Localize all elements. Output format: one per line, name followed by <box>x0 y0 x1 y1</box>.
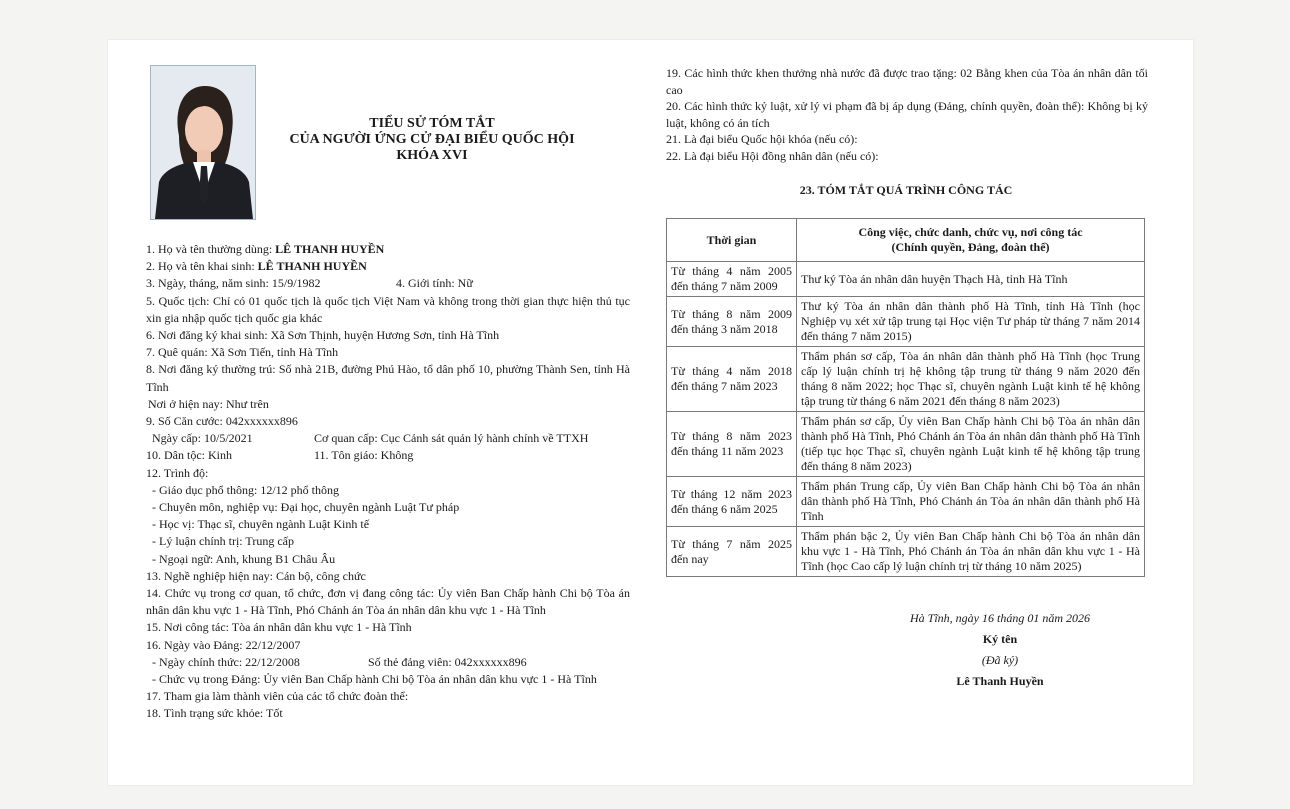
field-occupation: 13. Nghề nghiệp hiện nay: Cán bộ, công chức <box>146 568 366 583</box>
table-row <box>667 527 1145 577</box>
field-id-issuer: Cơ quan cấp: Cục Cảnh sát quản lý hành chính về TTXH <box>314 431 589 446</box>
table-row <box>667 297 1145 347</box>
row-time: Từ tháng 12 năm 2023 đến tháng 6 năm 2025 <box>667 477 797 527</box>
row-time: Từ tháng 4 năm 2018 đến tháng 7 năm 2023 <box>667 347 797 412</box>
field-date-of-birth: 3. Ngày, tháng, năm sinh: 15/9/1982 <box>146 276 321 291</box>
field-religion: 11. Tôn giáo: Không <box>314 448 414 463</box>
title-line-1: TIỂU SỬ TÓM TẮT <box>369 116 495 131</box>
row-description: Thẩm phán bậc 2, Ủy viên Ban Chấp hành Chi bộ Tòa án nhân dân khu vực 1 - Hà Tĩnh, Phó Chánh án Tòa án nhân dân khu vực 1 - Hà Tĩnh (học Cao cấp lý luận chính trị từ tháng 10 năm 2025) <box>797 527 1145 577</box>
row-time: Từ tháng 8 năm 2009 đến tháng 3 năm 2018 <box>667 297 797 347</box>
signature-block <box>880 608 1120 692</box>
field-organizations: 17. Tham gia làm thành viên của các tổ chức đoàn thể: <box>146 689 409 704</box>
row-description: Thư ký Tòa án nhân dân huyện Thạch Hà, tỉnh Hà Tĩnh <box>797 262 1145 297</box>
field-discipline: 20. Các hình thức kỷ luật, xử lý vi phạm đã bị áp dụng (Đảng, chính quyền, đoàn thể): Không bị kỷ luật, không có án tích <box>666 99 1148 130</box>
signer-name: Lê Thanh Huyền <box>956 674 1044 688</box>
row-description: Thẩm phán Trung cấp, Ủy viên Ban Chấp hành Chi bộ Tòa án nhân dân thành phố Hà Tĩnh, Phó Chánh án Tòa án nhân dân thành phố Hà Tĩnh <box>797 477 1145 527</box>
field-education-language: - Ngoại ngữ: Anh, khung B1 Châu Âu <box>152 551 336 566</box>
field-id-issue-date: Ngày cấp: 10/5/2021 <box>152 431 253 446</box>
field-position: 14. Chức vụ trong cơ quan, tổ chức, đơn vị đang công tác: Ủy viên Ban Chấp hành Chi bộ Tòa án nhân dân khu vực 1 - Hà Tĩnh, Phó Chánh án Tòa án nhân dân khu vực 1 - Hà Tĩnh <box>146 586 630 618</box>
table-header-row <box>667 219 1145 262</box>
field-id-number: 9. Số Căn cước: 042xxxxxx896 <box>146 414 298 429</box>
field-hometown: 7. Quê quán: Xã Sơn Tiến, tỉnh Hà Tĩnh <box>146 345 339 360</box>
field-party-card: Số thẻ đảng viên: 042xxxxxx896 <box>368 654 527 669</box>
sign-label: Ký tên <box>982 632 1018 646</box>
field-education: 12. Trình độ: <box>146 465 209 480</box>
field-birth-registration: 6. Nơi đăng ký khai sinh: Xã Sơn Thịnh, huyện Hương Sơn, tỉnh Hà Tĩnh <box>146 328 500 343</box>
table-row <box>667 477 1145 527</box>
col-description-header: Công việc, chức danh, chức vụ, nơi công tác (Chính quyền, Đảng, đoàn thể) <box>797 219 1145 262</box>
profile-fields <box>146 241 630 723</box>
field-ethnicity-religion <box>146 447 630 464</box>
field-common-name: 1. Họ và tên thường dùng: LÊ THANH HUYỀN <box>146 242 385 256</box>
title-line-2: CỦA NGƯỜI ỨNG CỬ ĐẠI BIỂU QUỐC HỘI <box>289 132 575 147</box>
row-time: Từ tháng 7 năm 2025 đến nay <box>667 527 797 577</box>
field-party-position: - Chức vụ trong Đảng: Ủy viên Ban Chấp hành Chi bộ Tòa án nhân dân khu vực 1 - Hà Tĩnh <box>152 672 597 687</box>
field-ethnicity: 10. Dân tộc: Kinh <box>146 448 232 463</box>
row-time: Từ tháng 4 năm 2005 đến tháng 7 năm 2009 <box>667 262 797 297</box>
place-and-date: Hà Tĩnh, ngày 16 tháng 01 năm 2026 <box>910 611 1090 625</box>
birth-name-value: LÊ THANH HUYỀN <box>257 259 367 274</box>
document-title <box>262 116 602 164</box>
field-education-political: - Lý luận chính trị: Trung cấp <box>152 534 294 549</box>
field-na-delegate: 21. Là đại biểu Quốc hội khóa (nếu có): <box>666 132 858 146</box>
table-row <box>667 412 1145 477</box>
title-line-3: KHÓA XVI <box>396 148 468 163</box>
profile-fields-continued <box>666 65 1148 164</box>
row-description: Thẩm phán sơ cấp, Ủy viên Ban Chấp hành Chi bộ Tòa án nhân dân thành phố Hà Tĩnh, Phó Chánh án Tòa án nhân dân thành phố Hà Tĩnh (tiếp tục học Thạc sĩ, chuyên ngành Luật kinh tế hệ không tập trung đến tháng 8 năm 2023) <box>797 412 1145 477</box>
field-birth-name: 2. Họ và tên khai sinh: LÊ THANH HUYỀN <box>146 259 367 274</box>
row-description: Thẩm phán sơ cấp, Tòa án nhân dân thành phố Hà Tĩnh (học Trung cấp lý luận chính trị hệ không tập trung từ tháng 9 năm 2020 đến tháng 8 năm 2022; học Thạc sĩ, chuyên ngành Luật kinh tế hệ không tập trung từ tháng 6 năm 2021 đến tháng 8 năm 2023) <box>797 347 1145 412</box>
field-council-delegate: 22. Là đại biểu Hội đồng nhân dân (nếu có): <box>666 148 879 163</box>
field-health: 18. Tình trạng sức khỏe: Tốt <box>146 706 283 721</box>
field-permanent-residence: 8. Nơi đăng ký thường trú: Số nhà 21B, đường Phú Hào, tổ dân phố 10, phường Thành Sen, tỉnh Hà Tĩnh <box>146 362 630 394</box>
table-row <box>667 262 1145 297</box>
field-education-degree: - Học vị: Thạc sĩ, chuyên ngành Luật Kinh tế <box>152 517 370 532</box>
work-history-heading: 23. TÓM TẮT QUÁ TRÌNH CÔNG TÁC <box>799 183 1013 197</box>
field-id-issue <box>146 430 630 447</box>
row-time: Từ tháng 8 năm 2023 đến tháng 11 năm 2023 <box>667 412 797 477</box>
field-party-official-date: - Ngày chính thức: 22/12/2008 <box>152 654 300 669</box>
field-party-official <box>146 654 630 671</box>
signed-note: (Đã ký) <box>981 653 1019 667</box>
field-current-residence: Nơi ở hiện nay: Như trên <box>148 396 269 411</box>
person-portrait-icon <box>151 66 255 219</box>
field-dob-gender <box>146 275 630 292</box>
field-party-join-date: 16. Ngày vào Đảng: 22/12/2007 <box>146 637 301 652</box>
table-row <box>667 347 1145 412</box>
col-time-header: Thời gian <box>667 219 797 262</box>
row-description: Thư ký Tòa án nhân dân thành phố Hà Tĩnh, tỉnh Hà Tĩnh (học Nghiệp vụ xét xử tập trung tại Học viện Tư pháp từ tháng 7 năm 2014 đến tháng 7 năm 2015) <box>797 297 1145 347</box>
portrait-photo <box>150 65 256 220</box>
field-workplace: 15. Nơi công tác: Tòa án nhân dân khu vực 1 - Hà Tĩnh <box>146 620 412 635</box>
field-gender: 4. Giới tính: Nữ <box>396 276 473 291</box>
field-nationality: 5. Quốc tịch: Chỉ có 01 quốc tịch là quốc tịch Việt Nam và không trong thời gian thực hiện thủ tục xin gia nhập quốc tịch quốc gia khác <box>146 293 630 325</box>
work-history-table <box>666 218 1145 577</box>
field-education-general: - Giáo dục phổ thông: 12/12 phổ thông <box>152 482 339 497</box>
field-awards: 19. Các hình thức khen thưởng nhà nước đã được trao tặng: 02 Bằng khen của Tòa án nhân dân tối cao <box>666 66 1148 97</box>
common-name-value: LÊ THANH HUYỀN <box>275 242 385 256</box>
field-education-professional: - Chuyên môn, nghiệp vụ: Đại học, chuyên ngành Luật Tư pháp <box>152 500 460 515</box>
